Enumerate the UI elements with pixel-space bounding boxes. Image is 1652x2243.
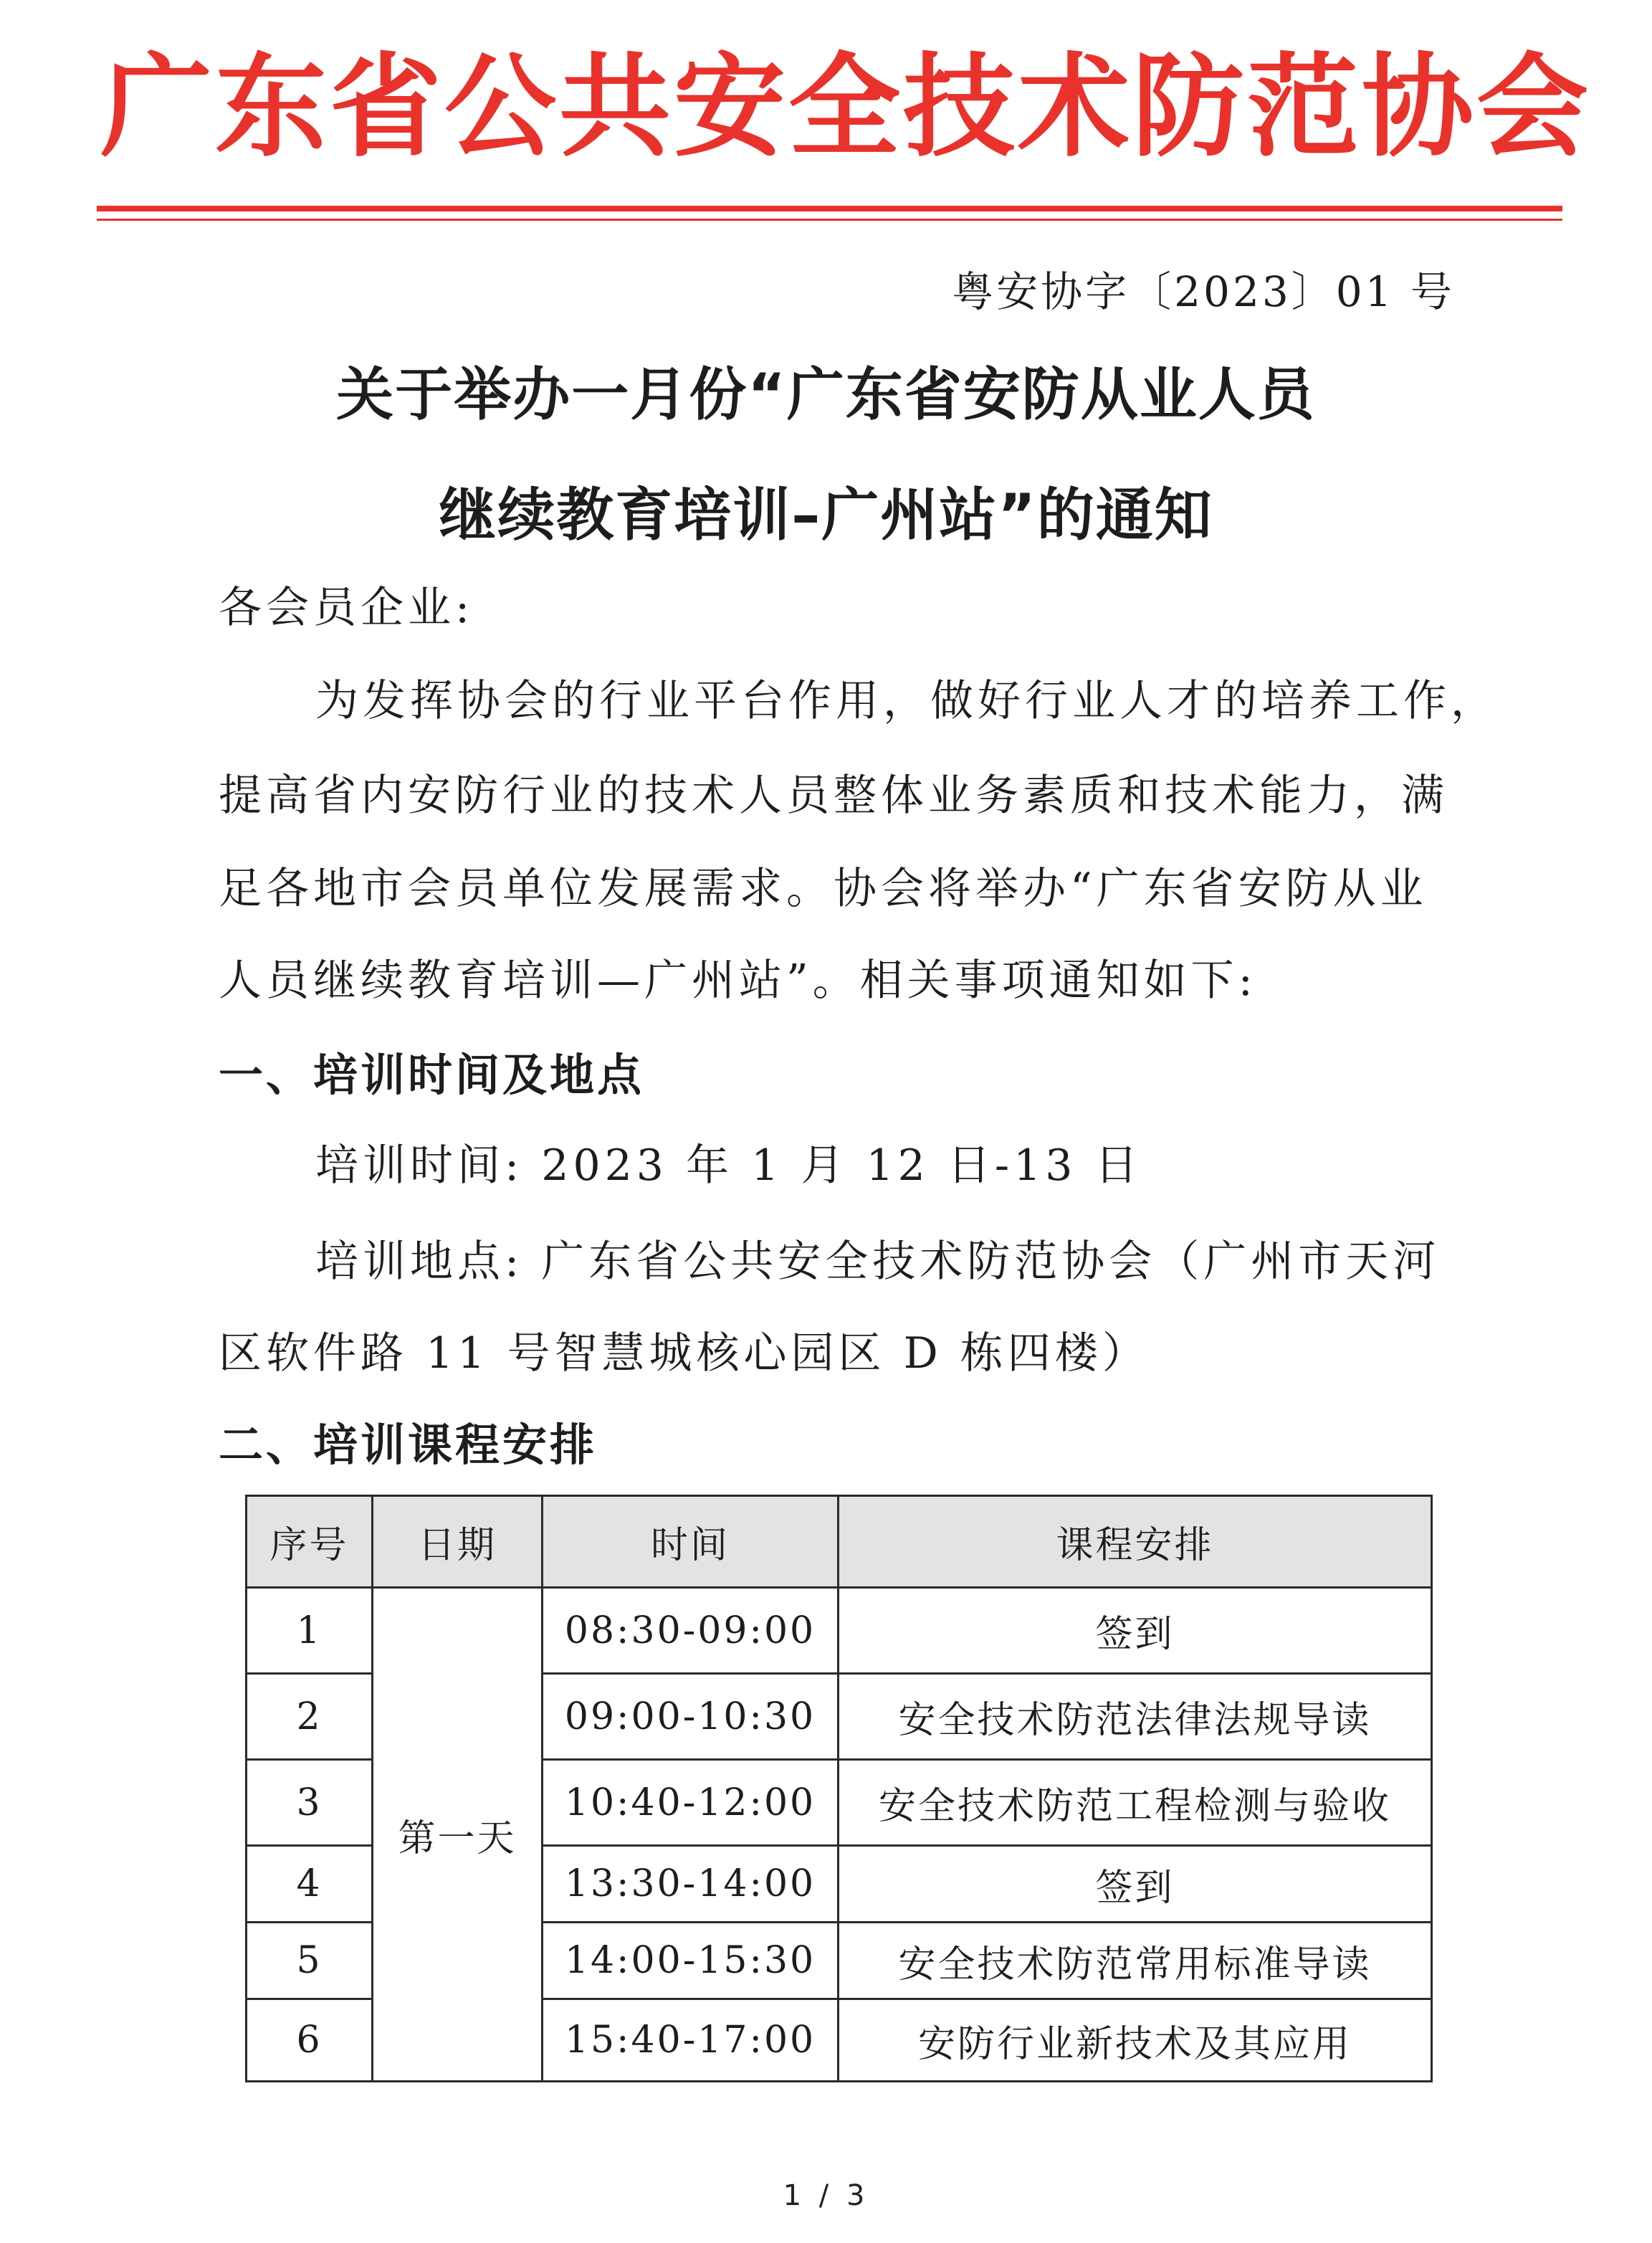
row-serial-no: 3 <box>247 1760 373 1846</box>
row-time: 08:30-09:00 <box>543 1588 839 1674</box>
row-time: 14:00-15:30 <box>543 1923 839 1999</box>
intro-line-2: 提高省内安防行业的技术人员整体业务素质和技术能力，满 <box>219 771 1448 821</box>
letterhead-org-name: 广东省公共安全技术防范协会 <box>100 42 1591 172</box>
row-time: 10:40-12:00 <box>543 1760 839 1846</box>
training-place-line-1: 培训地点: 广东省公共安全技术防范协会（广州市天河 <box>315 1237 1441 1287</box>
row-course: 安防行业新技术及其应用 <box>839 1999 1432 2082</box>
title-line-2: 继续教育培训–广州站”的通知 <box>439 482 1213 548</box>
letterhead-rule-thin <box>97 219 1562 221</box>
row-time: 15:40-17:00 <box>543 1999 839 2082</box>
document-number: 粤安协字〔2023〕01 号 <box>952 267 1455 316</box>
intro-line-4: 人员继续教育培训—广州站”。相关事项通知如下: <box>219 956 1257 1006</box>
header-date: 日期 <box>373 1496 543 1588</box>
row-course: 安全技术防范工程检测与验收 <box>839 1760 1432 1846</box>
row-serial-no: 1 <box>247 1588 373 1674</box>
row-serial-no: 4 <box>247 1846 373 1923</box>
day-label: 第一天 <box>373 1588 543 2082</box>
page-number: 1 / 3 <box>783 2179 869 2212</box>
course-schedule-table <box>245 1495 1433 2082</box>
row-serial-no: 2 <box>247 1674 373 1760</box>
row-course: 签到 <box>839 1588 1432 1674</box>
title-line-1: 关于举办一月份“广东省安防从业人员 <box>336 361 1316 428</box>
row-course: 安全技术防范法律法规导读 <box>839 1674 1432 1760</box>
header-time: 时间 <box>543 1496 839 1588</box>
header-serial-no: 序号 <box>247 1496 373 1588</box>
table-header-row <box>247 1496 1432 1588</box>
section-2-heading: 二、培训课程安排 <box>219 1419 598 1471</box>
row-time: 09:00-10:30 <box>543 1674 839 1760</box>
letterhead-rule-thick <box>97 206 1562 211</box>
training-place-line-2: 区软件路 11 号智慧城核心园区 D 栋四楼） <box>219 1328 1150 1378</box>
header-course: 课程安排 <box>839 1496 1432 1588</box>
table-row <box>247 1588 1432 1674</box>
row-serial-no: 6 <box>247 1999 373 2082</box>
salutation: 各会员企业: <box>219 583 474 633</box>
row-course: 安全技术防范常用标准导读 <box>839 1923 1432 1999</box>
training-time: 培训时间: 2023 年 1 月 12 日-13 日 <box>315 1140 1142 1191</box>
row-serial-no: 5 <box>247 1923 373 1999</box>
intro-line-1: 为发挥协会的行业平台作用，做好行业人才的培养工作， <box>315 676 1498 726</box>
section-1-heading: 一、培训时间及地点 <box>219 1049 645 1101</box>
intro-line-3: 足各地市会员单位发展需求。协会将举办“广东省安防从业 <box>219 864 1428 914</box>
row-course: 签到 <box>839 1846 1432 1923</box>
row-time: 13:30-14:00 <box>543 1846 839 1923</box>
